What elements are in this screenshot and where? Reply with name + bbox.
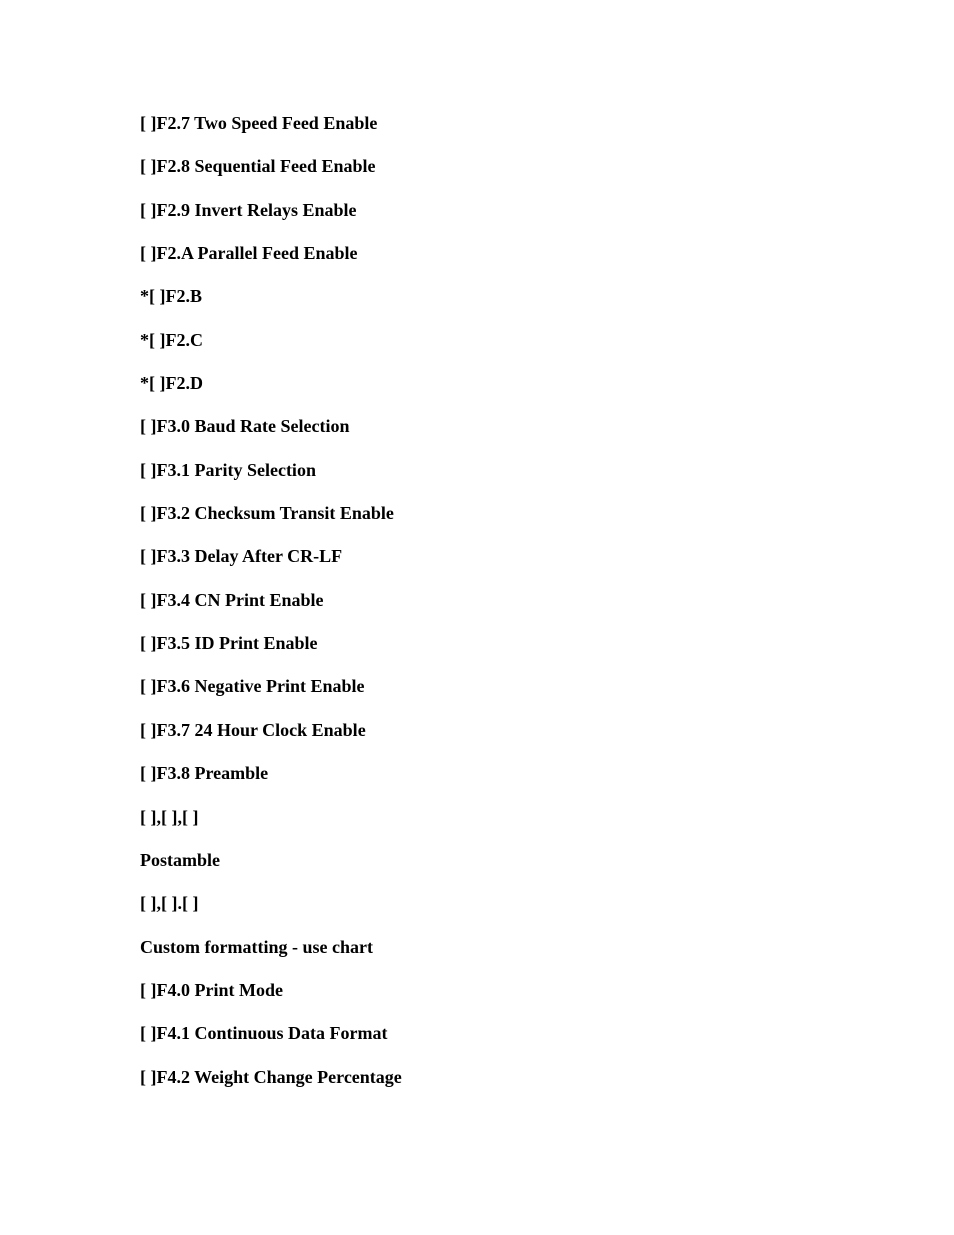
setting-f3-5-id-print: [ ]F3.5 ID Print Enable <box>140 633 318 654</box>
setting-f2-7-two-speed-feed: [ ]F2.7 Two Speed Feed Enable <box>140 113 378 133</box>
setting-f4-1-continuous-data-format: [ ]F4.1 Continuous Data Format <box>140 1023 388 1044</box>
settings-checklist <box>140 110 402 1107</box>
setting-f2-b: *[ ]F2.B <box>140 286 202 307</box>
setting-f2-c: *[ ]F2.C <box>140 329 203 350</box>
postamble-fields: [ ],[ ].[ ] <box>140 893 199 914</box>
setting-f2-d: *[ ]F2.D <box>140 373 203 394</box>
setting-f3-7-24-hour-clock: [ ]F3.7 24 Hour Clock Enable <box>140 719 366 740</box>
setting-f3-0-baud-rate: [ ]F3.0 Baud Rate Selection <box>140 416 350 437</box>
custom-formatting-note: Custom formatting - use chart <box>140 936 373 957</box>
setting-f3-3-delay-after-crlf: [ ]F3.3 Delay After CR-LF <box>140 546 343 567</box>
setting-f2-9-invert-relays: [ ]F2.9 Invert Relays Enable <box>140 199 357 220</box>
setting-f4-0-print-mode: [ ]F4.0 Print Mode <box>140 979 283 1000</box>
setting-f2-a-parallel-feed: [ ]F2.A Parallel Feed Enable <box>140 243 358 264</box>
setting-f3-6-negative-print: [ ]F3.6 Negative Print Enable <box>140 676 365 697</box>
setting-f3-8-preamble: [ ]F3.8 Preamble <box>140 763 269 784</box>
setting-f4-2-weight-change-percentage: [ ]F4.2 Weight Change Percentage <box>140 1066 402 1087</box>
setting-f2-8-sequential-feed: [ ]F2.8 Sequential Feed Enable <box>140 156 376 177</box>
preamble-fields: [ ],[ ],[ ] <box>140 806 199 827</box>
setting-f3-2-checksum-transit: [ ]F3.2 Checksum Transit Enable <box>140 503 394 524</box>
setting-f3-1-parity: [ ]F3.1 Parity Selection <box>140 459 316 480</box>
setting-f3-4-cn-print: [ ]F3.4 CN Print Enable <box>140 589 324 610</box>
postamble-label: Postamble <box>140 849 220 870</box>
